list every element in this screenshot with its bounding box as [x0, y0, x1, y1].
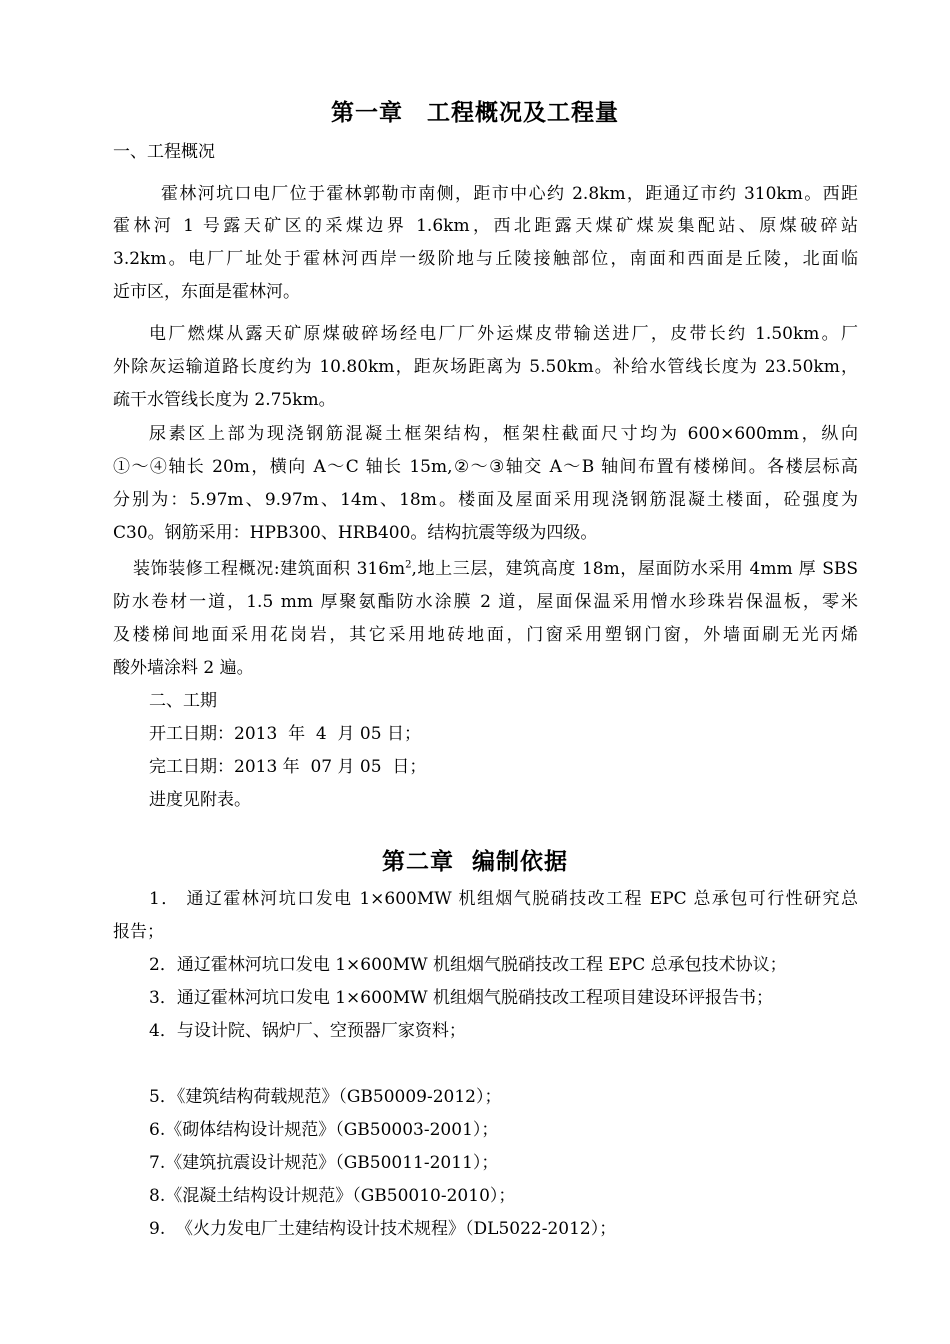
- paragraph-line: C30。钢筋采用：HPB300、HRB400。结构抗震等级为四级。: [113, 523, 598, 543]
- list-item: 1． 通辽霍林河坑口发电 1×600MW 机组烟气脱硝技改工程 EPC 总承包可行性研究总: [149, 889, 858, 909]
- paragraph-line: 3.2km。电厂厂址处于霍林河西岸一级阶地与丘陵接触部位，南面和西面是丘陵，北面临: [113, 249, 858, 269]
- paragraph-text: 装饰装修工程概况:建筑面积 316m: [133, 559, 406, 579]
- list-item: 2．通辽霍林河坑口发电 1×600MW 机组烟气脱硝技改工程 EPC 总承包技术协议；: [149, 955, 787, 975]
- paragraph-line: 电厂燃煤从露天矿原煤破碎场经电厂厂外运煤皮带输送进厂，皮带长约 1.50km。厂: [149, 324, 858, 344]
- list-item: 8.《混凝土结构设计规范》（GB50010-2010）；: [149, 1186, 516, 1206]
- paragraph-line: 及楼梯间地面采用花岗岩，其它采用地砖地面，门窗采用塑钢门窗，外墙面刷无光丙烯: [113, 625, 858, 645]
- paragraph-line: 酸外墙涂料 2 遍。: [113, 658, 254, 678]
- end-date: 完工日期：2013 年 07 月 05 日；: [149, 757, 427, 777]
- list-item: 3．通辽霍林河坑口发电 1×600MW 机组烟气脱硝技改工程项目建设环评报告书；: [149, 988, 774, 1008]
- paragraph-line: 霍林河 1 号露天矿区的采煤边界 1.6km，西北距露天煤矿煤炭集配站、原煤破碎站: [113, 216, 858, 236]
- section-heading-overview: 一、工程概况: [113, 142, 215, 162]
- paragraph-line: 分别为：5.97m、9.97m、14m、18m。楼面及屋面采用现浇钢筋混凝土楼面，砼强度为: [113, 490, 858, 510]
- list-item: 6.《砌体结构设计规范》（GB50003-2001）；: [149, 1120, 499, 1140]
- paragraph-line: 近市区，东面是霍林河。: [113, 282, 300, 302]
- list-item: 9. 《火力发电厂土建结构设计技术规程》（DL5022-2012）；: [149, 1219, 617, 1239]
- paragraph-line: 疏干水管线长度为 2.75km。: [113, 390, 336, 410]
- paragraph-line: 外除灰运输道路长度约为 10.80km，距灰场距离为 5.50km。补给水管线长度为 23.50km，: [113, 357, 858, 377]
- schedule-note: 进度见附表。: [149, 790, 251, 810]
- list-item: 7.《建筑抗震设计规范》（GB50011-2011）；: [149, 1153, 499, 1173]
- list-item: 报告；: [113, 922, 164, 942]
- chapter-2-title: 第二章 编制依据: [381, 849, 568, 875]
- paragraph-line: 尿素区上部为现浇钢筋混凝土框架结构，框架柱截面尺寸均为 600×600mm，纵向: [149, 424, 858, 444]
- paragraph-line: ①～④轴长 20m，横向 A～C 轴长 15m,②～③轴交 A～B 轴间布置有楼梯间。各楼层标高: [113, 457, 858, 477]
- superscript-2: 2: [405, 559, 412, 571]
- paragraph-line: 霍林河坑口电厂位于霍林郭勒市南侧，距市中心约 2.8km，距通辽市约 310km。西距: [161, 184, 858, 204]
- paragraph-line: [113, 559, 858, 579]
- list-item: 5．《建筑结构荷载规范》（GB50009-2012）；: [149, 1087, 502, 1107]
- start-date: 开工日期：2013 年 4 月 05 日；: [149, 724, 421, 744]
- list-item: 4．与设计院、锅炉厂、空预器厂家资料；: [149, 1021, 466, 1041]
- paragraph-line: 防水卷材一道，1.5 mm 厚聚氨酯防水涂膜 2 道，屋面保温采用憎水珍珠岩保温板，零米: [113, 592, 858, 612]
- chapter-1-title: 第一章 工程概况及工程量: [331, 100, 619, 126]
- paragraph-text: ,地上三层，建筑高度 18m，屋面防水采用 4mm 厚 SBS: [411, 559, 858, 579]
- section-heading-schedule: 二、工期: [149, 691, 217, 711]
